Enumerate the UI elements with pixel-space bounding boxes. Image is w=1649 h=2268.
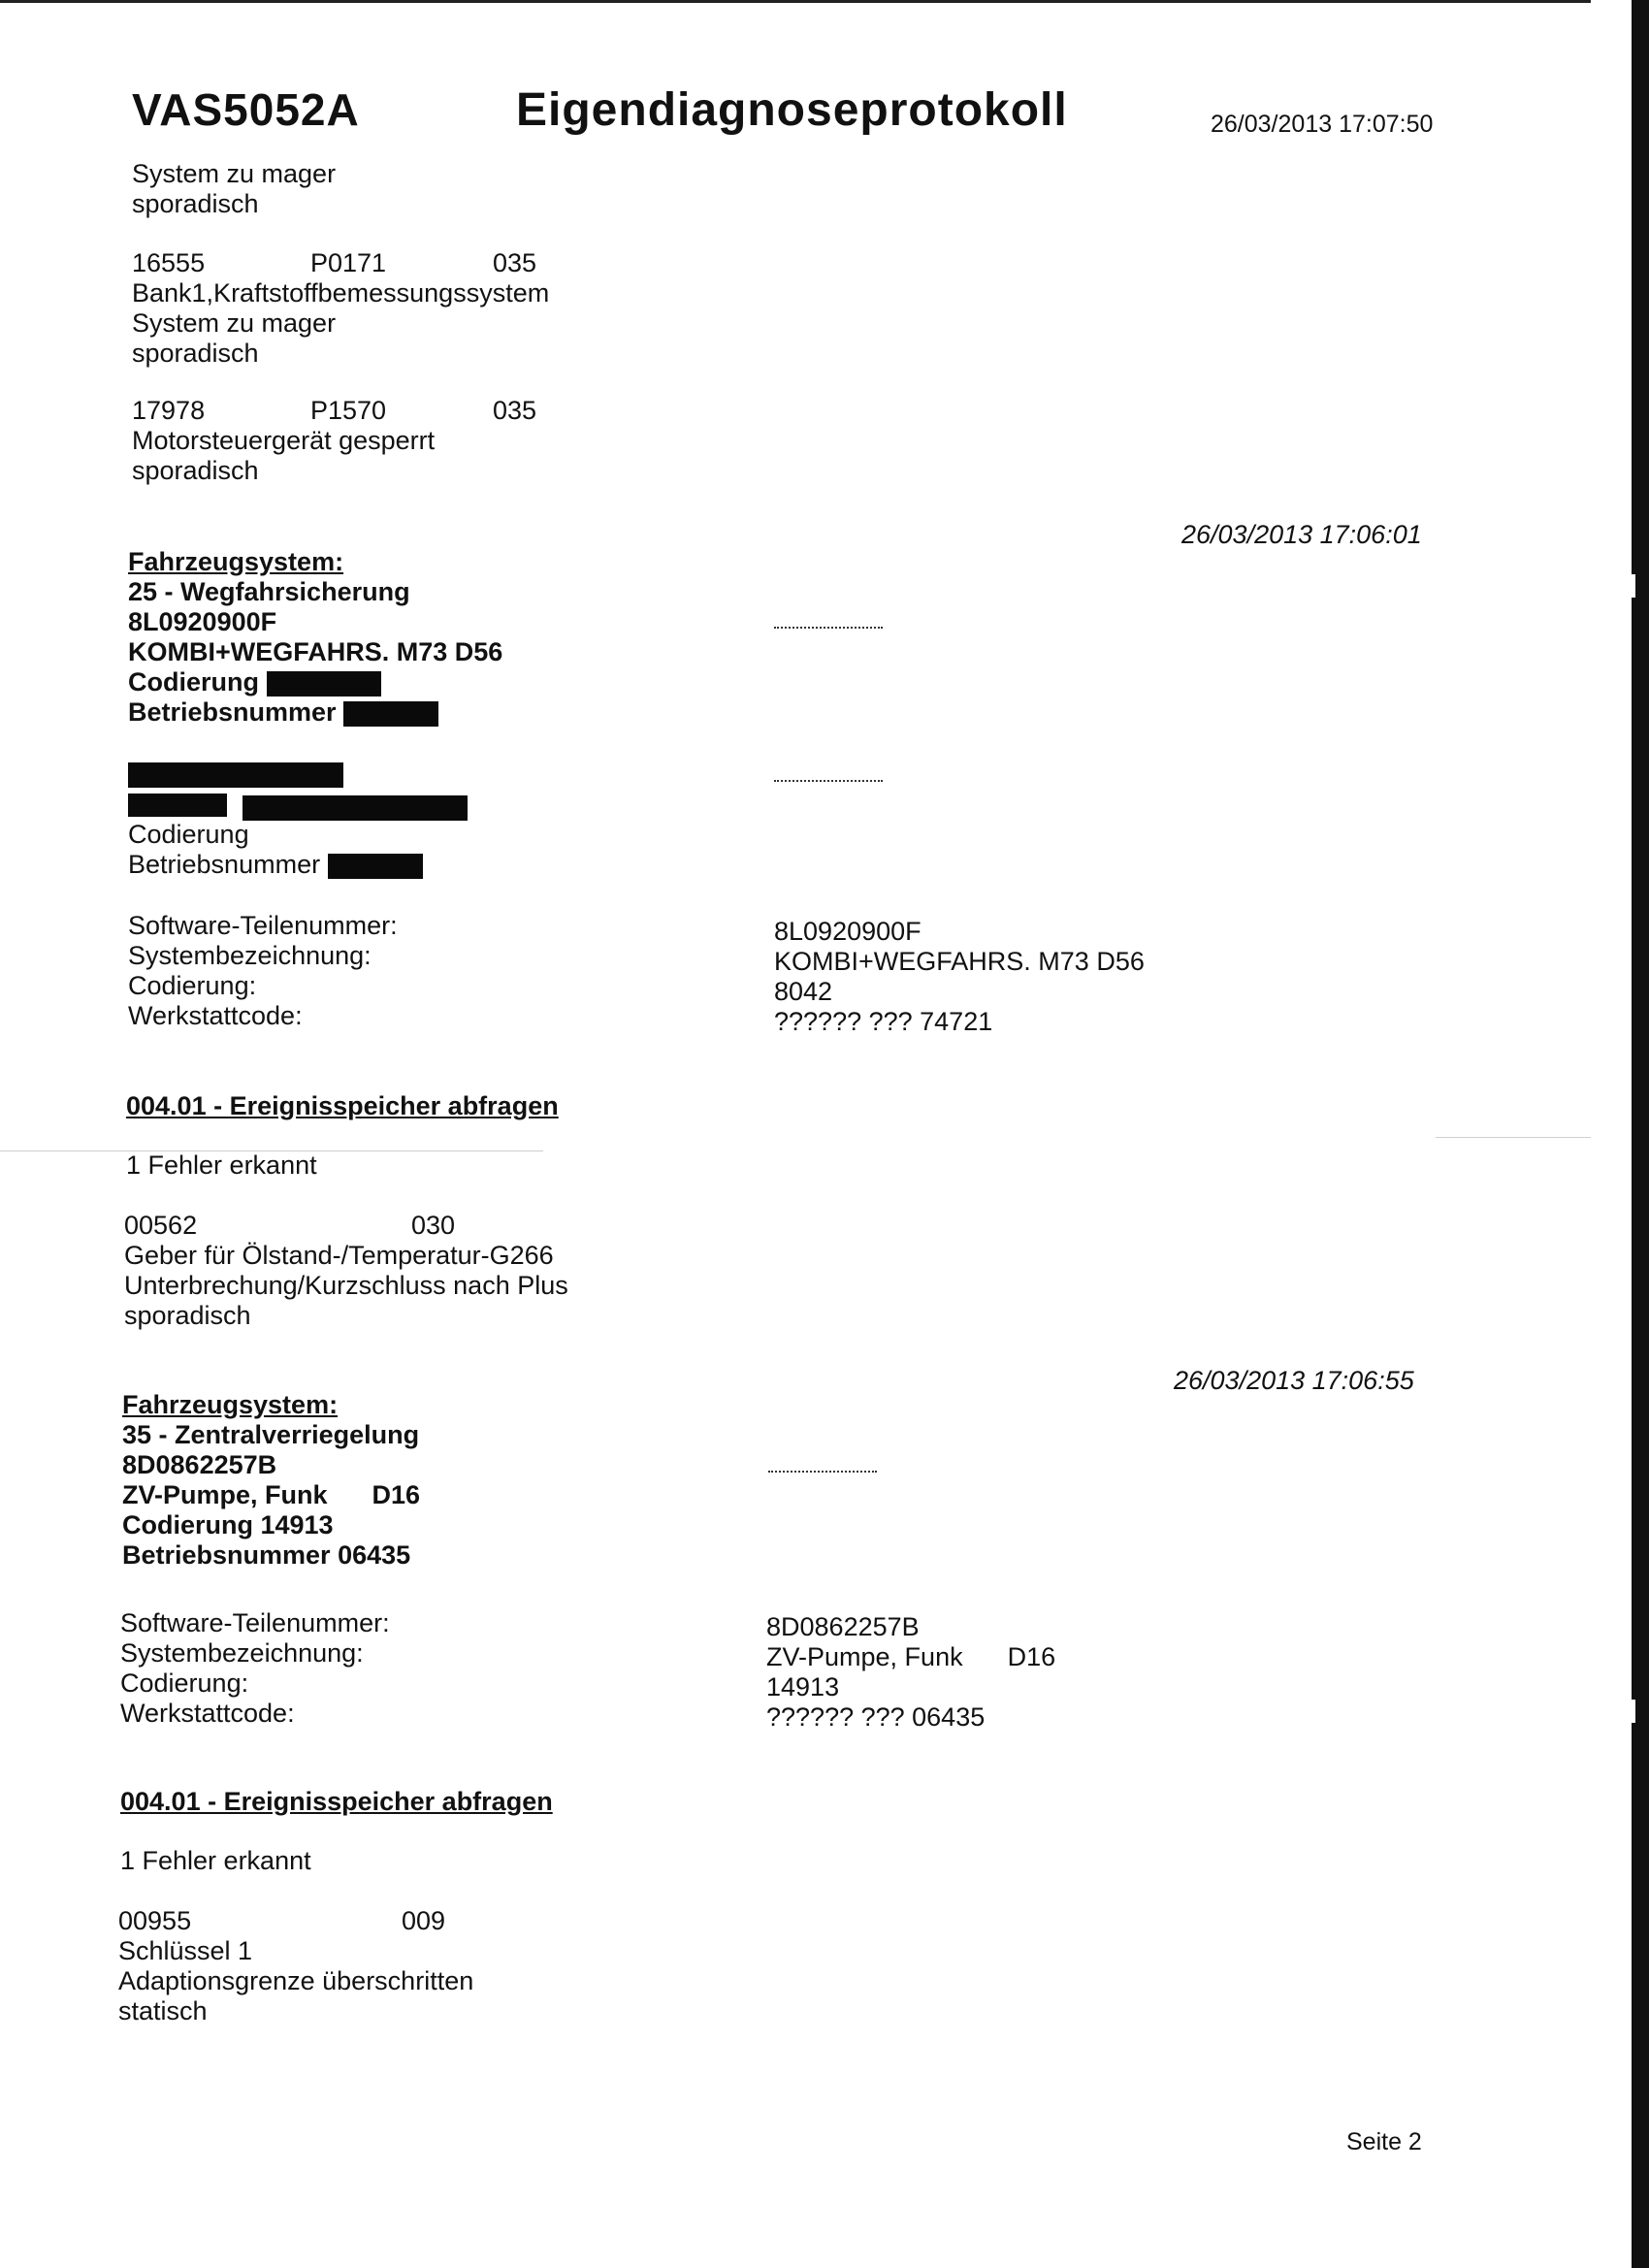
scan-edge-right xyxy=(1632,0,1649,2268)
fault-number: 035 xyxy=(493,248,537,277)
system-heading: Fahrzeugsystem: xyxy=(128,547,344,576)
info-value-suffix: D16 xyxy=(1007,1642,1056,1671)
system-part-number: 8L0920900F xyxy=(128,607,277,636)
system-timestamp: 26/03/2013 17:06:55 xyxy=(1174,1366,1414,1395)
system-description: KOMBI+WEGFAHRS. M73 D56 xyxy=(128,637,503,666)
system-25-subunit xyxy=(128,820,807,880)
faults-detected: 1 Fehler erkannt xyxy=(120,1846,311,1875)
memory-query-heading: 004.01 - Ereignisspeicher abfragen xyxy=(126,1091,559,1120)
info-label: Codierung: xyxy=(128,971,257,1000)
scan-notch xyxy=(1626,1700,1635,1723)
fault-text: Schlüssel 1 xyxy=(118,1936,253,1965)
system-operator: Betriebsnummer 06435 xyxy=(122,1540,411,1570)
info-label: Werkstattcode: xyxy=(128,1001,303,1030)
fault-number: 030 xyxy=(411,1211,456,1240)
info-value xyxy=(766,1642,1445,1672)
description-text: ZV-Pumpe, Funk xyxy=(122,1480,328,1509)
fault-code: 00955 xyxy=(118,1906,192,1935)
fault-status: sporadisch xyxy=(124,1301,251,1330)
system-part-number: 8D0862257B xyxy=(122,1450,277,1479)
system-35-header xyxy=(122,1390,801,1571)
coding-label: Codierung xyxy=(128,820,249,849)
fold-line xyxy=(1436,1137,1591,1138)
fault-number: 035 xyxy=(493,396,537,425)
redaction-bar xyxy=(328,854,423,879)
fault-pcode: P1570 xyxy=(310,396,387,425)
engine-faults-continued xyxy=(132,159,811,219)
fault-text: System zu mager xyxy=(132,159,337,188)
operator-label: Betriebsnummer xyxy=(128,697,337,727)
info-value: KOMBI+WEGFAHRS. M73 D56 xyxy=(774,947,1145,976)
page-number: Seite 2 xyxy=(1346,2128,1422,2155)
fault-code-row xyxy=(118,1906,797,1936)
fault-text: Motorsteuergerät gesperrt xyxy=(132,426,436,455)
separator-dash xyxy=(774,627,883,629)
scan-notch xyxy=(1626,574,1635,598)
fault-entry xyxy=(118,1906,797,2026)
fault-status: sporadisch xyxy=(132,339,259,368)
info-value: 14913 xyxy=(766,1672,840,1701)
system-timestamp: 26/03/2013 17:06:01 xyxy=(1181,520,1422,549)
memory-query-heading: 004.01 - Ereignisspeicher abfragen xyxy=(120,1787,553,1816)
redaction-bar xyxy=(128,762,343,788)
coding-label: Codierung xyxy=(128,667,259,697)
fault-text: Unterbrechung/Kurzschluss nach Plus xyxy=(124,1271,568,1300)
fault-text: System zu mager xyxy=(132,308,337,338)
system-description xyxy=(122,1480,801,1510)
system-name: 25 - Wegfahrsicherung xyxy=(128,577,410,606)
device-name: VAS5052A xyxy=(132,84,360,135)
header-datetime: 26/03/2013 17:07:50 xyxy=(1211,111,1434,138)
separator-dash xyxy=(774,780,883,782)
info-label: Software-Teilenummer: xyxy=(128,911,398,940)
page-title: Eigendiagnoseprotokoll xyxy=(516,84,1068,136)
fault-text: Bank1,Kraftstoffbemessungssystem xyxy=(132,278,550,308)
fault-entry xyxy=(132,396,811,486)
info-value-text: ZV-Pumpe, Funk xyxy=(766,1642,963,1671)
redaction-bar xyxy=(267,671,381,697)
info-label: Systembezeichnung: xyxy=(128,941,372,970)
system-25-header xyxy=(128,547,807,728)
system-name: 35 - Zentralverriegelung xyxy=(122,1420,420,1449)
fault-code: 17978 xyxy=(132,396,206,425)
info-label: Codierung: xyxy=(120,1669,249,1698)
info-label: Werkstattcode: xyxy=(120,1699,295,1728)
info-label: Software-Teilenummer: xyxy=(120,1608,390,1637)
fault-entry xyxy=(132,248,811,369)
info-label: Systembezeichnung: xyxy=(120,1638,364,1668)
operator-label: Betriebsnummer xyxy=(128,850,321,879)
info-values xyxy=(774,917,1453,1037)
fault-status: statisch xyxy=(118,1996,208,2025)
info-value: 8L0920900F xyxy=(774,917,922,946)
fault-code-row xyxy=(132,248,811,278)
fault-code-row xyxy=(132,396,811,426)
fault-entry xyxy=(124,1211,803,1331)
fault-code: 00562 xyxy=(124,1211,198,1240)
system-heading: Fahrzeugsystem: xyxy=(122,1390,339,1419)
fault-code: 16555 xyxy=(132,248,206,277)
system-coding xyxy=(128,667,807,697)
fault-status: sporadisch xyxy=(132,456,259,485)
info-value: ?????? ??? 06435 xyxy=(766,1702,986,1732)
redaction-bar xyxy=(128,794,227,817)
info-labels xyxy=(120,1608,605,1729)
system-coding: Codierung 14913 xyxy=(122,1510,334,1539)
faults-detected: 1 Fehler erkannt xyxy=(126,1150,317,1180)
fault-text: Adaptionsgrenze überschritten xyxy=(118,1966,474,1995)
separator-dash xyxy=(768,1471,877,1473)
fault-status: sporadisch xyxy=(132,189,259,218)
fault-code-row xyxy=(124,1211,803,1241)
info-labels xyxy=(128,911,613,1031)
operator-line xyxy=(128,850,807,880)
info-value: ?????? ??? 74721 xyxy=(774,1007,993,1036)
scan-edge-top xyxy=(0,0,1591,3)
system-operator xyxy=(128,697,807,728)
info-values xyxy=(766,1612,1445,1733)
fault-text: Geber für Ölstand-/Temperatur-G266 xyxy=(124,1241,554,1270)
redaction-bar xyxy=(242,795,468,821)
info-value: 8D0862257B xyxy=(766,1612,920,1641)
fault-number: 009 xyxy=(402,1906,446,1935)
redaction-bar xyxy=(343,701,438,727)
info-value: 8042 xyxy=(774,977,833,1006)
fault-pcode: P0171 xyxy=(310,248,387,277)
description-suffix: D16 xyxy=(372,1480,421,1509)
